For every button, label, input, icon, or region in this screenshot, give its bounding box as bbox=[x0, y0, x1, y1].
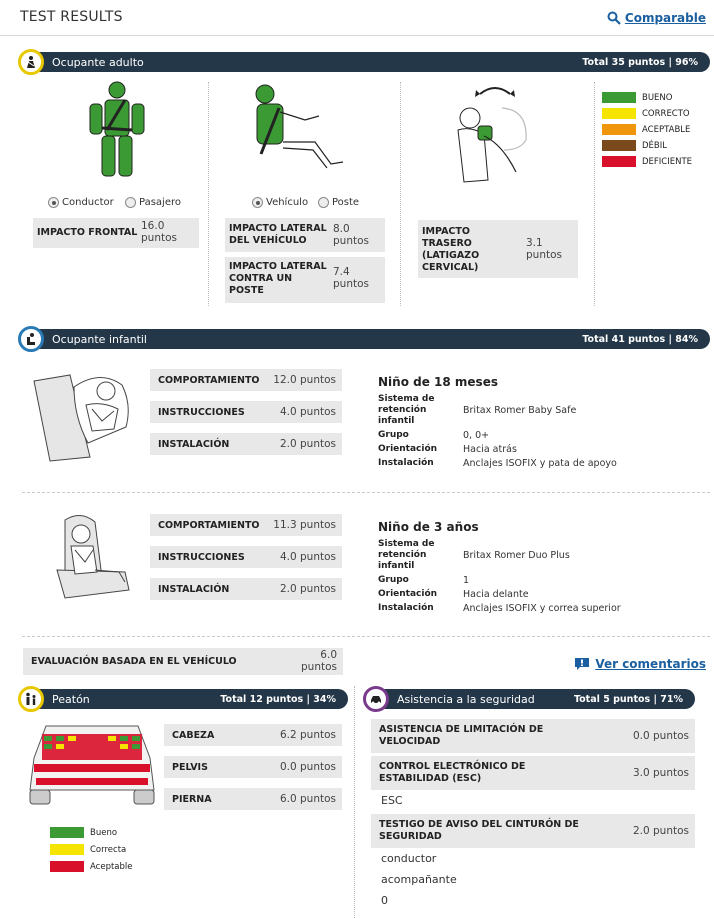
legend-item bbox=[602, 156, 692, 167]
child-divider bbox=[22, 636, 710, 637]
frontal-impact-label: IMPACTO FRONTAL bbox=[37, 227, 138, 238]
detail-value: Anclajes ISOFIX y correa superior bbox=[463, 603, 621, 614]
frontal-dummy-illustration bbox=[82, 80, 152, 185]
child-occupant-bar bbox=[22, 329, 710, 349]
pedestrian-total: Total 12 puntos | 34% bbox=[220, 693, 336, 705]
row-label: INSTRUCCIONES bbox=[158, 406, 245, 418]
legend-item bbox=[602, 140, 692, 151]
child-seat-illustration bbox=[45, 510, 140, 605]
detail-value: Hacia delante bbox=[463, 589, 529, 600]
esc-label: CONTROL ELECTRÓNICO DE ESTABILIDAD (ESC) bbox=[379, 761, 526, 784]
search-icon bbox=[607, 11, 621, 25]
detail-value: 0, 0+ bbox=[463, 430, 490, 441]
pedestrian-icon bbox=[18, 686, 44, 712]
lateral-pole-score bbox=[225, 257, 385, 303]
safety-assist-total: Total 5 puntos | 71% bbox=[573, 693, 683, 705]
adult-occupant-icon bbox=[18, 49, 44, 75]
lateral-pole-label: IMPACTO LATERAL CONTRA UN POSTE bbox=[229, 261, 327, 296]
lateral-pole-value: 7.4 puntos bbox=[333, 266, 369, 290]
vehicle-evaluation-value: 6.0 puntos bbox=[301, 649, 337, 673]
lateral-vehicle-value: 8.0 puntos bbox=[333, 223, 369, 247]
legend-swatch-good bbox=[602, 92, 636, 103]
row-label: COMPORTAMIENTO bbox=[158, 519, 260, 531]
child2-row-instructions bbox=[150, 546, 342, 568]
comment-icon bbox=[574, 657, 590, 671]
legend-label: DÉBIL bbox=[642, 140, 667, 151]
legend-item bbox=[602, 124, 692, 135]
legend-item bbox=[50, 844, 133, 855]
compare-link[interactable] bbox=[607, 11, 706, 25]
detail-key: Grupo bbox=[378, 575, 409, 585]
adult-occupant-title: Ocupante adulto bbox=[52, 55, 144, 69]
esc-value: 3.0 puntos bbox=[632, 767, 689, 779]
legend-swatch-good bbox=[50, 827, 84, 838]
radio-passenger-label: Pasajero bbox=[139, 197, 181, 208]
radio-pole-dot bbox=[318, 197, 329, 208]
detail-key: Orientación bbox=[378, 444, 438, 454]
radio-vehicle-label: Vehículo bbox=[266, 197, 309, 208]
speed-assist-label: ASISTENCIA DE LIMITACIÓN DE VELOCIDAD bbox=[379, 724, 544, 747]
detail-key: Grupo bbox=[378, 430, 409, 440]
legend-label: DEFICIENTE bbox=[642, 156, 693, 167]
legend-item bbox=[602, 92, 692, 103]
legend-swatch-weak bbox=[602, 140, 636, 151]
compare-label: Comparable bbox=[624, 11, 706, 25]
rear-impact-illustration bbox=[440, 80, 540, 185]
belt-reminder-passenger: acompañante bbox=[381, 873, 457, 886]
radio-vehicle-dot bbox=[252, 197, 263, 208]
detail-key: Sistema de retención infantil bbox=[378, 394, 435, 426]
row-value: 12.0 puntos bbox=[273, 374, 336, 386]
detail-key: Instalación bbox=[378, 458, 434, 468]
column-divider bbox=[400, 82, 401, 306]
child2-title: Niño de 3 años bbox=[378, 520, 479, 534]
column-divider bbox=[354, 686, 355, 918]
detail-key: Orientación bbox=[378, 589, 438, 599]
row-label: INSTRUCCIONES bbox=[158, 551, 245, 563]
adult-occupant-bar bbox=[22, 52, 710, 72]
row-label: INSTALACIÓN bbox=[158, 583, 230, 595]
radio-pole[interactable] bbox=[318, 197, 359, 208]
pedestrian-row-pelvis bbox=[164, 756, 342, 778]
lateral-dummy-illustration bbox=[235, 82, 355, 172]
esc-note: ESC bbox=[381, 794, 403, 807]
legend-label: CORRECTO bbox=[642, 108, 690, 119]
child-divider bbox=[22, 492, 710, 493]
belt-reminder-label: TESTIGO DE AVISO DEL CINTURÓN DE SEGURIDAD bbox=[379, 819, 579, 842]
legend-swatch-acceptable bbox=[602, 124, 636, 135]
adult-legend bbox=[602, 92, 692, 167]
child1-row-instructions bbox=[150, 401, 342, 423]
lateral-vehicle-label: IMPACTO LATERAL DEL VEHÍCULO bbox=[229, 223, 327, 246]
infant-seat-illustration bbox=[30, 365, 140, 465]
belt-reminder-rear: 0 bbox=[381, 894, 388, 907]
detail-value: Britax Romer Baby Safe bbox=[463, 405, 577, 416]
child2-row-installation bbox=[150, 578, 342, 600]
legend-swatch-correct bbox=[50, 844, 84, 855]
belt-reminder-value: 2.0 puntos bbox=[632, 825, 689, 837]
header-divider bbox=[0, 35, 714, 36]
row-value: 6.2 puntos bbox=[279, 729, 336, 741]
radio-passenger[interactable] bbox=[125, 197, 181, 208]
row-value: 4.0 puntos bbox=[279, 406, 336, 418]
radio-passenger-dot bbox=[125, 197, 136, 208]
child1-details bbox=[378, 394, 703, 469]
pedestrian-row-leg bbox=[164, 788, 342, 810]
legend-item bbox=[50, 861, 133, 872]
detail-value: Hacia atrás bbox=[463, 444, 517, 455]
safety-assist-bar bbox=[367, 689, 695, 709]
detail-key: Sistema de retención infantil bbox=[378, 539, 435, 571]
radio-vehicle[interactable] bbox=[252, 197, 308, 208]
pedestrian-title: Peatón bbox=[52, 692, 90, 706]
lateral-vehicle-score bbox=[225, 218, 385, 252]
child2-row-behaviour bbox=[150, 514, 342, 536]
row-label: CABEZA bbox=[172, 729, 215, 741]
radio-driver-label: Conductor bbox=[62, 197, 114, 208]
child1-title: Niño de 18 meses bbox=[378, 375, 498, 389]
legend-swatch-poor bbox=[602, 156, 636, 167]
detail-value: 1 bbox=[463, 575, 470, 586]
legend-swatch-acceptable bbox=[50, 861, 84, 872]
rear-impact-label: IMPACTO TRASERO (LATIGAZO CERVICAL) bbox=[422, 226, 480, 273]
belt-reminder-driver: conductor bbox=[381, 852, 437, 865]
view-comments-label: Ver comentarios bbox=[595, 657, 706, 671]
safety-assist-title: Asistencia a la seguridad bbox=[397, 692, 535, 706]
row-label: COMPORTAMIENTO bbox=[158, 374, 260, 386]
radio-driver-dot bbox=[48, 197, 59, 208]
page-title: TEST RESULTS bbox=[20, 9, 123, 25]
legend-label: ACEPTABLE bbox=[642, 124, 691, 135]
pedestrian-bar bbox=[22, 689, 348, 709]
speed-assist-value: 0.0 puntos bbox=[632, 730, 689, 742]
child1-row-behaviour bbox=[150, 369, 342, 391]
column-divider bbox=[208, 82, 209, 306]
frontal-impact-value: 16.0 puntos bbox=[141, 220, 177, 244]
detail-value: Britax Romer Duo Plus bbox=[463, 550, 570, 561]
pedestrian-car-illustration bbox=[26, 718, 158, 810]
legend-label: BUENO bbox=[642, 92, 673, 103]
view-comments-link[interactable] bbox=[574, 657, 706, 671]
safety-assist-icon bbox=[363, 686, 389, 712]
child-occupant-title: Ocupante infantil bbox=[52, 332, 147, 346]
legend-label: Aceptable bbox=[90, 861, 133, 872]
radio-driver[interactable] bbox=[48, 197, 114, 208]
radio-pole-label: Poste bbox=[332, 197, 360, 208]
row-value: 11.3 puntos bbox=[273, 519, 336, 531]
child-occupant-icon bbox=[18, 326, 44, 352]
esc-score bbox=[371, 756, 695, 790]
row-label: PIERNA bbox=[172, 793, 212, 805]
belt-reminder-score bbox=[371, 814, 695, 848]
row-value: 2.0 puntos bbox=[279, 583, 336, 595]
rear-impact-value: 3.1 puntos bbox=[526, 237, 562, 261]
detail-key: Instalación bbox=[378, 603, 434, 613]
legend-item bbox=[602, 108, 692, 119]
frontal-impact-score bbox=[33, 218, 199, 248]
column-divider bbox=[594, 82, 595, 306]
legend-item bbox=[50, 827, 133, 838]
child1-row-installation bbox=[150, 433, 342, 455]
legend-label: Bueno bbox=[90, 827, 118, 838]
row-value: 0.0 puntos bbox=[279, 761, 336, 773]
child2-details bbox=[378, 539, 703, 614]
row-value: 4.0 puntos bbox=[279, 551, 336, 563]
legend-label: Correcta bbox=[90, 844, 127, 855]
speed-assist-score bbox=[371, 719, 695, 753]
pedestrian-legend bbox=[50, 827, 133, 872]
vehicle-evaluation-score bbox=[23, 648, 343, 675]
rear-impact-score bbox=[418, 220, 578, 278]
adult-occupant-total: Total 35 puntos | 96% bbox=[582, 56, 698, 68]
row-value: 2.0 puntos bbox=[279, 438, 336, 450]
pedestrian-row-head bbox=[164, 724, 342, 746]
vehicle-evaluation-label: EVALUACIÓN BASADA EN EL VEHÍCULO bbox=[31, 656, 237, 667]
legend-swatch-correct bbox=[602, 108, 636, 119]
detail-value: Anclajes ISOFIX y pata de apoyo bbox=[463, 458, 617, 469]
row-label: PELVIS bbox=[172, 761, 208, 773]
row-value: 6.0 puntos bbox=[279, 793, 336, 805]
row-label: INSTALACIÓN bbox=[158, 438, 230, 450]
child-occupant-total: Total 41 puntos | 84% bbox=[582, 333, 698, 345]
